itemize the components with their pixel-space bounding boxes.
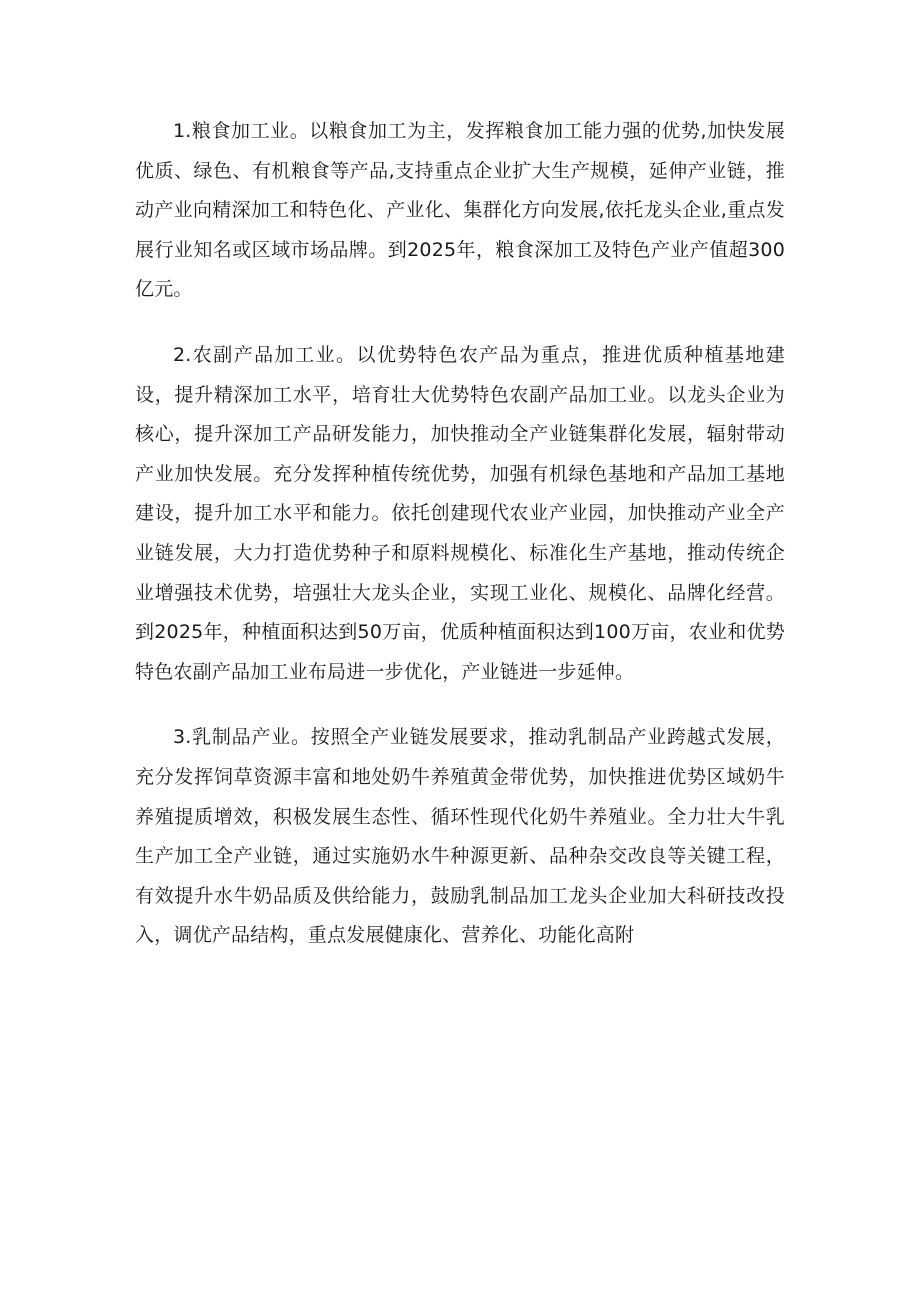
paragraph-dairy-industry: 3.乳制品产业。按照全产业链发展要求，推动乳制品产业跨越式发展，充分发挥饲草资源丰富和地处奶牛养殖黄金带优势，加快推进优势区域奶牛养殖提质增效，积极发展生态性、循环性现代化奶牛养殖业。全力壮大牛乳生产加工全产业链，通过实施奶水牛种源更新、品种杂交改良等关键工程，有效提升水牛奶品质及供给能力，鼓励乳制品加工龙头企业加大科研技改投入，调优产品结构，重点发展健康化、营养化、功能化高附 — [135, 726, 785, 947]
paragraph-agricultural-products: 2.农副产品加工业。以优势特色农产品为重点，推进优质种植基地建设，提升精深加工水平，培育壮大优势特色农副产品加工业。以龙头企业为核心，提升深加工产品研发能力，加快推动全产业链集群化发展，辐射带动产业加快发展。充分发挥种植传统优势，加强有机绿色基地和产品加工基地建设，提升加工水平和能力。依托创建现代农业产业园，加快推动产业全产业链发展，大力打造优势种子和原料规模化、标准化生产基地，推动传统企业增强技术优势，培强壮大龙头企业，实现工业化、规模化、品牌化经营。到2025年，种植面积达到50万亩，优质种植面积达到100万亩，农业和优势特色农副产品加工业布局进一步优化，产业链进一步延伸。 — [135, 343, 785, 683]
paragraph-grain-processing: 1.粮食加工业。以粮食加工为主，发挥粮食加工能力强的优势,加快发展优质、绿色、有机粮食等产品,支持重点企业扩大生产规模，延伸产业链，推动产业向精深加工和特色化、产业化、集群化方向发展,依托龙头企业,重点发展行业知名或区域市场品牌。到2025年，粮食深加工及特色产业产值超300亿元。 — [135, 120, 785, 301]
document-body — [135, 112, 785, 956]
